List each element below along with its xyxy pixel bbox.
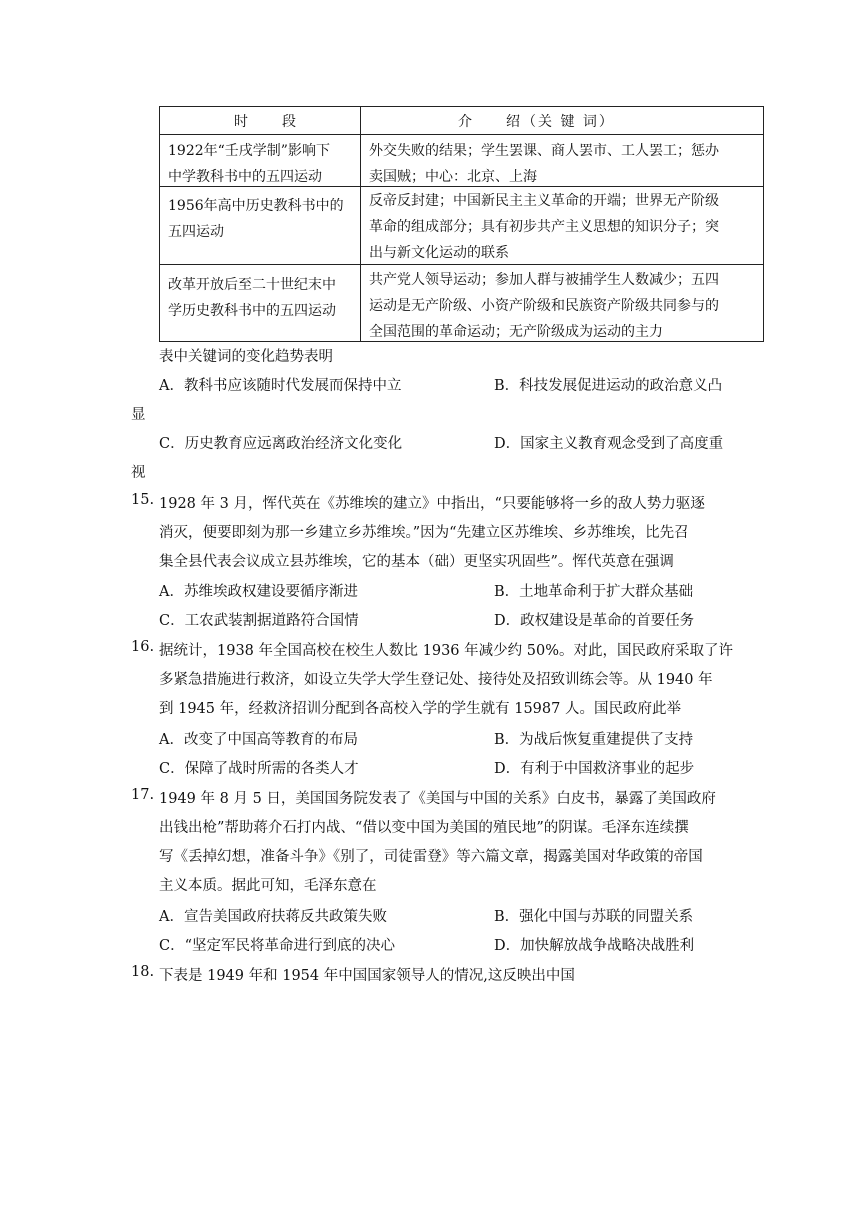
q15-option-a: A．苏维埃政权建设要循序渐进	[159, 584, 358, 600]
q16-stem-line: 到 1945 年，经救济招训分配到各高校入学的学生就有 15987 人。国民政府此举	[159, 701, 681, 717]
q14-option-b-wrap: 显	[131, 407, 146, 423]
q16-option-a: A．改变了中国高等教育的布局	[159, 732, 358, 748]
q14-option-c: C．历史教育应远离政治经济文化变化	[159, 436, 403, 452]
table-row-divider	[160, 134, 763, 135]
q14-stem: 表中关键词的变化趋势表明	[159, 349, 333, 365]
q17-stem-line: 出钱出枪”帮助蒋介石打内战、“借以变中国为美国的殖民地”的阴谋。毛泽东连续撰	[159, 820, 689, 836]
table-row-1-intro: 外交失败的结果；学生罢课、商人罢市、工人罢工；惩办 卖国贼；中心：北京、上海	[369, 143, 719, 185]
table-row-2-intro: 反帝反封建；中国新民主主义革命的开端；世界无产阶级 革命的组成部分；具有初步共产主义思想的知识分子；突 出与新文化运动的联系	[369, 193, 719, 261]
q15-option-b: B．土地革命利于扩大群众基础	[494, 584, 694, 600]
q17-stem-line: 主义本质。据此可知，毛泽东意在	[159, 878, 377, 894]
q17-stem-line: 1949 年 8 月 5 日，美国国务院发表了《美国与中国的关系》白皮书，暴露了美国政府	[159, 791, 716, 807]
q18-stem: 下表是 1949 年和 1954 年中国国家领导人的情况,这反映出中国	[159, 968, 575, 984]
q16-number: 16.	[131, 639, 155, 655]
q17-option-a: A．宣告美国政府扶蒋反共政策失败	[159, 909, 387, 925]
q16-option-d: D．有利于中国救济事业的起步	[494, 761, 695, 777]
q15-stem-line: 1928 年 3 月，恽代英在《苏维埃的建立》中指出，“只要能够将一乡的敌人势力驱逐	[159, 496, 705, 512]
table-row-divider	[160, 186, 763, 187]
q17-option-b: B．强化中国与苏联的同盟关系	[494, 909, 694, 925]
table-header-intro: 介 绍（关 键 词）	[458, 114, 615, 130]
q16-stem-line: 多紧急措施进行救济，如设立失学大学生登记处、接待处及招致训练会等。从 1940 年	[159, 672, 713, 688]
q15-option-d: D．政权建设是革命的首要任务	[494, 613, 695, 629]
table-row-3-intro: 共产党人领导运动；参加人群与被捕学生人数减少；五四 运动是无产阶级、小资产阶级和民族资产阶级共同参与的 全国范围的革命运动；无产阶级成为运动的主力	[369, 272, 719, 340]
q17-option-c: C．“坚定军民将革命进行到底的决心	[159, 938, 396, 954]
comparison-table	[159, 106, 764, 342]
q17-number: 17.	[131, 787, 155, 803]
q15-number: 15.	[131, 492, 155, 508]
q16-stem-line: 据统计，1938 年全国高校在校生人数比 1936 年减少约 50%。对此，国民政府采取了许	[159, 643, 733, 659]
q14-option-d-wrap: 视	[131, 465, 146, 481]
q16-option-c: C．保障了战时所需的各类人才	[159, 761, 359, 777]
q17-stem-line: 写《丢掉幻想，准备斗争》《别了，司徒雷登》等六篇文章，揭露美国对华政策的帝国	[159, 849, 703, 865]
q16-option-b: B．为战后恢复重建提供了支持	[494, 732, 694, 748]
q15-stem-line: 消灭，便要即刻为那一乡建立乡苏维埃。”因为“先建立区苏维埃、乡苏维埃，比先召	[159, 525, 689, 541]
q15-stem-line: 集全县代表会议成立县苏维埃，它的基本（础）更坚实巩固些”。恽代英意在强调	[159, 554, 674, 570]
q17-option-d: D．加快解放战争战略决战胜利	[494, 938, 695, 954]
table-row-divider	[160, 264, 763, 265]
q14-option-d: D．国家主义教育观念受到了高度重	[494, 436, 724, 452]
q14-option-a: A．教科书应该随时代发展而保持中立	[159, 378, 402, 394]
table-row-1-period: 1922年“壬戌学制”影响下 中学教科书中的五四运动	[168, 143, 330, 185]
table-row-2-period: 1956年高中历史教科书中的 五四运动	[168, 198, 344, 240]
q18-number: 18.	[131, 964, 155, 980]
q14-option-b: B．科技发展促进运动的政治意义凸	[494, 378, 723, 394]
table-row-3-period: 改革开放后至二十世纪末中 学历史教科书中的五四运动	[168, 277, 336, 319]
table-header-period: 时 段	[234, 114, 298, 130]
table-divider	[360, 107, 361, 341]
q15-option-c: C．工农武装割据道路符合国情	[159, 613, 359, 629]
